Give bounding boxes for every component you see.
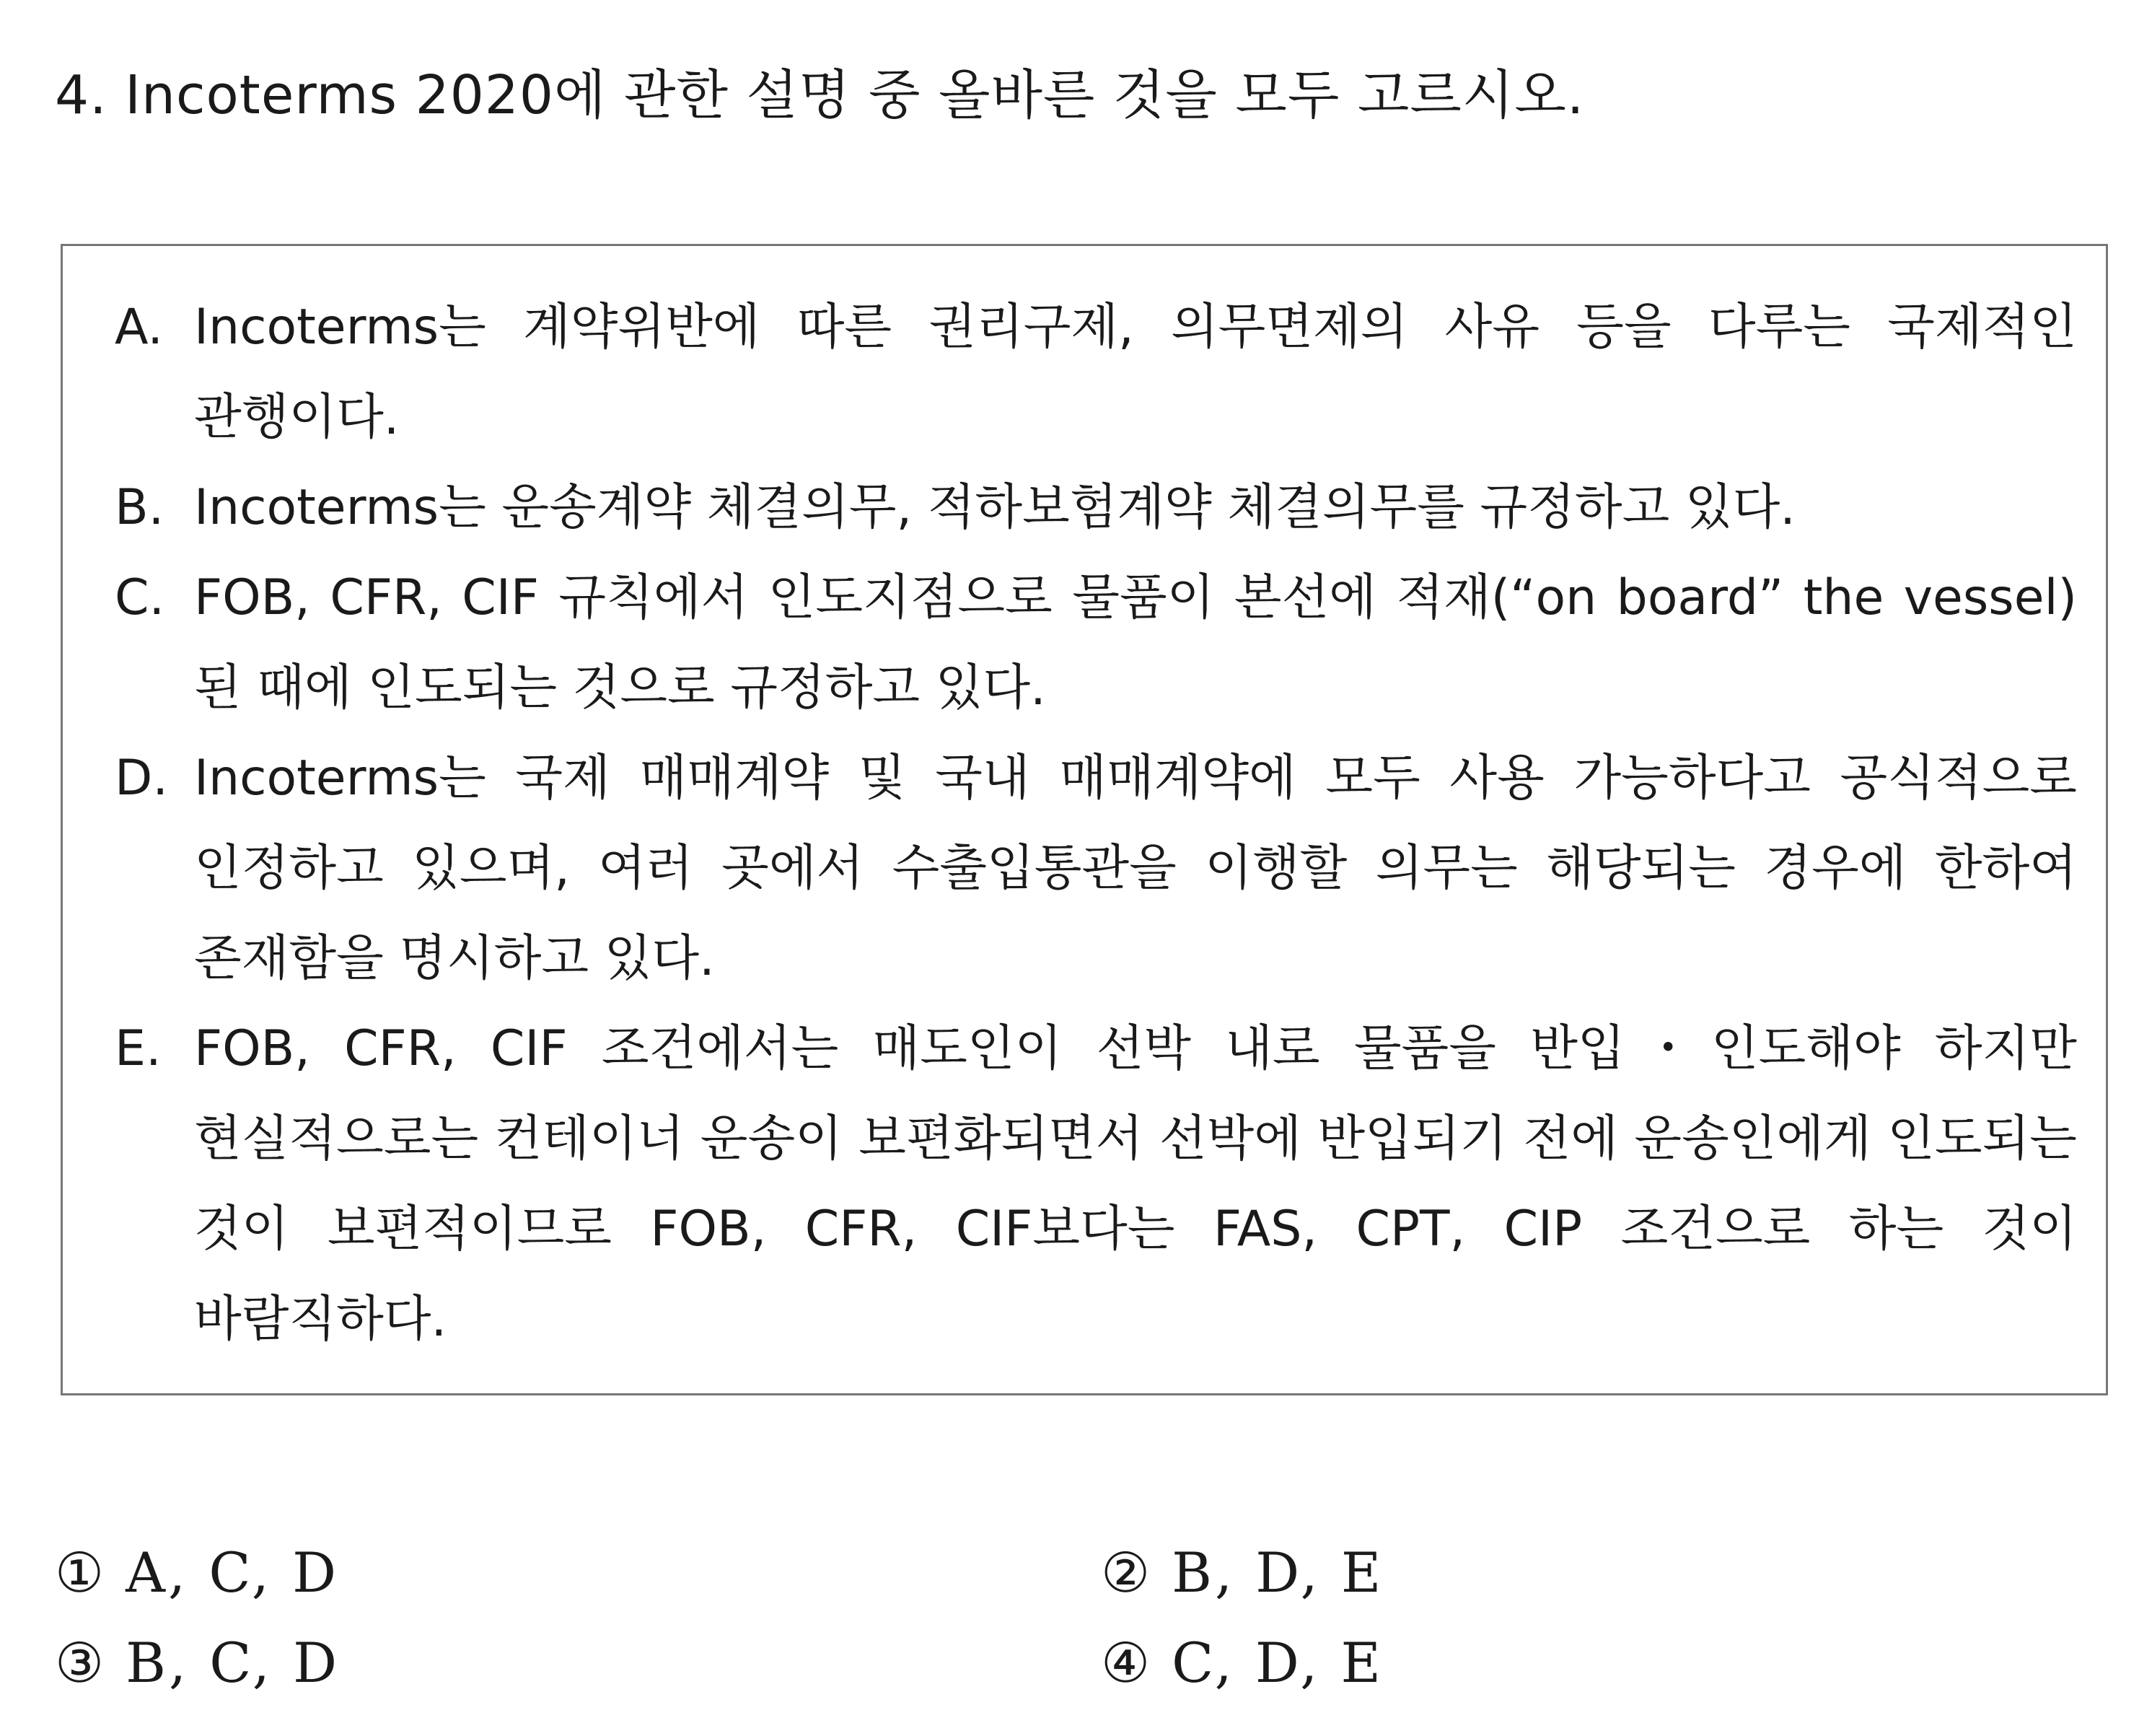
choice-3[interactable] xyxy=(55,1631,340,1695)
statement-text: FOB, CFR, CIF 조건에서는 매도인이 선박 내로 물품을 반입・인도해야 하지만 현실적으로는 컨테이너 운송이 보편화되면서 선박에 반입되기 전에 운송인에게 인도되는 것이 보편적이므로 FOB, CFR, CIF보다는 FAS, CPT, CIP 조건으로 하는 것이 바람직하다. xyxy=(194,1020,2077,1348)
choice-answer: C, D, E xyxy=(1172,1631,1384,1695)
choice-answer: A, C, D xyxy=(126,1540,340,1605)
statement-e xyxy=(115,1004,2077,1364)
statement-a xyxy=(115,282,2077,463)
statement-letter: D. xyxy=(115,750,168,807)
choice-answer: B, D, E xyxy=(1172,1540,1384,1605)
statement-list xyxy=(115,282,2077,1364)
choice-4[interactable] xyxy=(1101,1631,1384,1695)
choice-answer: B, C, D xyxy=(126,1631,340,1695)
choice-marker: ③ xyxy=(55,1631,107,1695)
statement-d xyxy=(115,733,2077,1004)
question-title: 4. Incoterms 2020에 관한 설명 중 올바른 것을 모두 고르시오. xyxy=(55,64,1585,126)
statement-letter: C. xyxy=(115,569,165,626)
statement-letter: A. xyxy=(115,299,163,356)
choice-1[interactable] xyxy=(55,1540,339,1605)
statement-letter: E. xyxy=(115,1020,162,1077)
choice-marker: ② xyxy=(1101,1540,1154,1605)
statement-b xyxy=(115,463,2077,553)
choice-marker: ① xyxy=(55,1540,107,1605)
statement-box xyxy=(61,244,2108,1395)
statement-text: Incoterms는 국제 매매계약 및 국내 매매계약에 모두 사용 가능하다고 공식적으로 인정하고 있으며, 여러 곳에서 수출입통관을 이행할 의무는 해당되는 경우에 한하여 존재함을 명시하고 있다. xyxy=(194,750,2077,987)
statement-text: Incoterms는 운송계약 체결의무, 적하보험계약 체결의무를 규정하고 있다. xyxy=(194,479,1796,536)
statement-text: Incoterms는 계약위반에 따른 권리구제, 의무면제의 사유 등을 다루는 국제적인 관행이다. xyxy=(194,299,2077,446)
choice-2[interactable] xyxy=(1101,1540,1384,1605)
statement-text: FOB, CFR, CIF 규칙에서 인도지점으로 물품이 본선에 적재(“on board” the vessel) 된 때에 인도되는 것으로 규정하고 있다. xyxy=(194,569,2077,716)
choice-marker: ④ xyxy=(1101,1631,1154,1695)
statement-letter: B. xyxy=(115,479,164,536)
statement-c xyxy=(115,553,2077,733)
